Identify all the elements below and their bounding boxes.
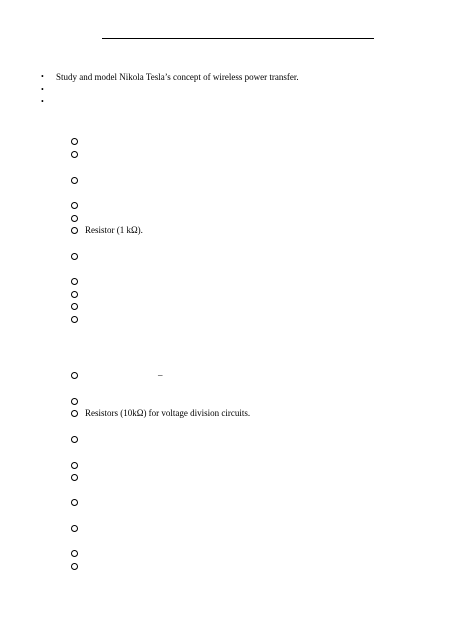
sub-list-item xyxy=(0,560,474,572)
sub-list-item xyxy=(0,369,474,381)
sub-list-item xyxy=(0,224,474,236)
hollow-circle-icon xyxy=(71,499,78,506)
hollow-circle-icon xyxy=(71,550,78,557)
sub-list-item xyxy=(0,250,474,262)
hollow-circle-icon xyxy=(71,398,78,405)
hollow-circle-icon xyxy=(71,278,78,285)
sub-list-item xyxy=(0,395,474,407)
sub-list-item xyxy=(0,275,474,287)
dash-text: – xyxy=(158,370,163,380)
bullet-icon: • xyxy=(41,72,44,81)
hollow-circle-icon xyxy=(71,177,78,184)
sub-list-item xyxy=(0,313,474,325)
hollow-circle-icon xyxy=(71,525,78,532)
sub-list-item xyxy=(0,199,474,211)
hollow-circle-icon xyxy=(71,253,78,260)
list-item xyxy=(0,71,474,83)
bullet-text: Study and model Nikola Tesla’s concept of wireless power transfer. xyxy=(56,72,299,82)
sub-list-item xyxy=(0,547,474,559)
sub-item-text: Resistors (10kΩ) for voltage division circuits. xyxy=(85,408,251,418)
sub-list-item xyxy=(0,522,474,534)
hollow-circle-icon xyxy=(71,227,78,234)
sub-list-item xyxy=(0,433,474,445)
hollow-circle-icon xyxy=(71,138,78,145)
hollow-circle-icon xyxy=(71,291,78,298)
sub-list-item xyxy=(0,135,474,147)
sub-item-text: Resistor (1 kΩ). xyxy=(85,225,143,235)
sub-list-item xyxy=(0,459,474,471)
hollow-circle-icon xyxy=(71,563,78,570)
list-item xyxy=(0,84,474,96)
hollow-circle-icon xyxy=(71,151,78,158)
hollow-circle-icon xyxy=(71,316,78,323)
hollow-circle-icon xyxy=(71,303,78,310)
bullet-icon: • xyxy=(41,97,44,106)
hollow-circle-icon xyxy=(71,462,78,469)
sub-list-item xyxy=(0,288,474,300)
list-item xyxy=(0,96,474,108)
sub-list-item xyxy=(0,212,474,224)
hollow-circle-icon xyxy=(71,372,78,379)
sub-list-item xyxy=(0,148,474,160)
sub-list-item xyxy=(0,496,474,508)
bullet-icon: • xyxy=(41,85,44,94)
hollow-circle-icon xyxy=(71,202,78,209)
sub-list-item xyxy=(0,471,474,483)
header-rule xyxy=(102,38,374,39)
hollow-circle-icon xyxy=(71,215,78,222)
sub-list-item xyxy=(0,174,474,186)
hollow-circle-icon xyxy=(71,410,78,417)
sub-list-item xyxy=(0,407,474,419)
hollow-circle-icon xyxy=(71,436,78,443)
hollow-circle-icon xyxy=(71,474,78,481)
sub-list-item xyxy=(0,300,474,312)
